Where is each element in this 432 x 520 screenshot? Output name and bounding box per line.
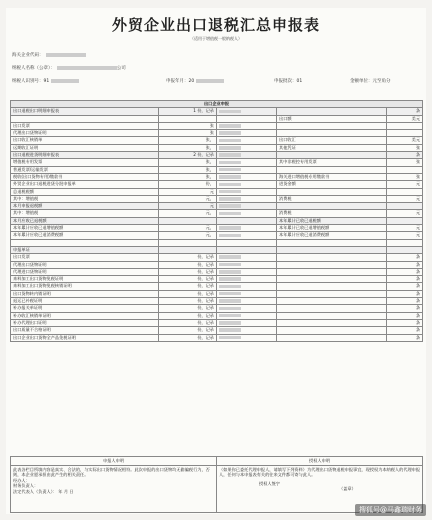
table-cell	[387, 122, 423, 129]
table-cell	[217, 232, 277, 239]
table-cell: 海关进口增值税专用缴款书	[277, 173, 387, 180]
watermark: 搜狐号@马鑫瑞财务	[355, 504, 426, 516]
table-cell	[11, 115, 159, 122]
table-row	[11, 159, 423, 166]
table-cell	[277, 246, 387, 253]
table-cell	[217, 261, 277, 268]
table-cell	[217, 305, 277, 312]
table-cell	[277, 319, 387, 326]
declarant-header: 申报人申明	[11, 457, 217, 466]
table-cell: 本年累计应收已退增值税额	[11, 225, 159, 232]
table-cell: 份，记录	[159, 254, 217, 261]
redacted-value	[219, 212, 241, 216]
table-cell	[387, 130, 423, 137]
table-cell: 份，记录	[159, 283, 217, 290]
table-row	[11, 152, 423, 159]
table-cell: 代理出口货物证明	[11, 261, 159, 268]
table-cell	[217, 334, 277, 341]
table-cell: 普通发票/运输发票	[11, 166, 159, 173]
table-cell: 进货金额	[277, 181, 387, 188]
table-cell	[217, 130, 277, 137]
table-cell: 条	[387, 327, 423, 334]
table-cell: 条	[387, 108, 423, 115]
declarant-statement: 此表各栏目所填内容是真实、合法的，与实际出口货物情况相符。此次申报的出口货物均无偷骗税行为，否则，本企业愿承担由此产生的相关责任。 经办人： 财务负责人： 法定代表人（负责人）： 年 月 日	[11, 465, 217, 512]
table-cell: 来料加工出口货物免税核销证明	[11, 283, 159, 290]
redacted-value	[219, 161, 241, 165]
table-cell	[277, 188, 387, 195]
table-cell: 退运已补税证明	[11, 298, 159, 305]
table-cell: 份，记录	[159, 298, 217, 305]
table-cell: 补办报关单证明	[11, 305, 159, 312]
table-cell: 份，记录	[159, 261, 217, 268]
table-cell: 张，	[159, 144, 217, 151]
table-cell: 其中：增值税	[11, 195, 159, 202]
table-cell	[217, 159, 277, 166]
table-row	[11, 122, 423, 129]
table-cell: 增值税专用发票	[11, 159, 159, 166]
table-cell: 条	[387, 283, 423, 290]
table-cell	[277, 203, 387, 210]
section-header: 出口企业申报	[11, 101, 423, 108]
redacted-value	[219, 139, 241, 143]
meta-customs-code: 海关企业代码：	[12, 52, 86, 58]
table-cell: 元	[159, 203, 217, 210]
table-cell	[217, 144, 277, 151]
table-cell: 元	[387, 232, 423, 239]
table-cell	[277, 239, 387, 246]
table-cell: 条	[387, 276, 423, 283]
redacted-value	[219, 204, 241, 208]
table-cell: 本年累计已收已退税额	[277, 217, 387, 224]
table-cell: 其中：增值税	[11, 210, 159, 217]
table-cell	[217, 276, 277, 283]
table-cell	[277, 122, 387, 129]
table-row	[11, 232, 423, 239]
table-cell	[217, 188, 277, 195]
table-cell: 份，记录	[159, 305, 217, 312]
table-row	[11, 115, 423, 122]
table-cell: 份，记录	[159, 312, 217, 319]
table-cell	[159, 115, 217, 122]
table-cell	[217, 225, 277, 232]
table-cell: 条	[387, 319, 423, 326]
table-row	[11, 188, 423, 195]
document-page	[6, 8, 426, 514]
redacted-value	[219, 328, 241, 332]
table-cell	[277, 108, 387, 115]
table-cell: 美元	[387, 137, 423, 144]
table-cell: 出口额	[277, 115, 387, 122]
redacted-value	[219, 292, 241, 296]
table-cell: 出口发票	[11, 254, 159, 261]
redacted-value	[219, 175, 241, 179]
table-cell: 出口企业出口货物全产品免税证明	[11, 334, 159, 341]
table-cell: 元，	[159, 195, 217, 202]
meta-unit: 金额单位：元至角分	[350, 79, 391, 84]
table-cell	[277, 312, 387, 319]
table-cell: 本年累计应收已退消费税额	[277, 232, 387, 239]
table-cell	[277, 254, 387, 261]
table-cell	[277, 334, 387, 341]
table-row	[11, 276, 423, 283]
table-row	[11, 312, 423, 319]
table-cell: 份，	[159, 181, 217, 188]
table-row	[11, 144, 423, 151]
table-cell: 代理进口货物证明	[11, 268, 159, 275]
authorizer-statement: （如果你已委托代理申报人，请填写下列资料）为代理出口货物退税申报事宜，现授权为本纳税人的代理申报人，任何与本申报表有关的往来文件都可寄与此人。 授权人签字 （盖章）	[217, 465, 423, 512]
table-cell: 条	[387, 268, 423, 275]
redacted-value	[219, 277, 241, 281]
table-cell: 张，	[159, 173, 217, 180]
table-cell: 代理出口货物证明	[11, 130, 159, 137]
table-cell: 条	[387, 261, 423, 268]
table-cell	[217, 122, 277, 129]
table-cell	[387, 188, 423, 195]
table-cell	[277, 276, 387, 283]
table-cell: 张	[159, 122, 217, 129]
table-cell	[277, 283, 387, 290]
table-cell: 1 份，记录	[159, 108, 217, 115]
table-cell	[387, 203, 423, 210]
redacted-value	[219, 263, 241, 267]
redacted-value	[219, 255, 241, 259]
table-row	[11, 130, 423, 137]
table-cell: 本年累计应收已退消费税额	[11, 232, 159, 239]
redacted-value	[219, 299, 241, 303]
table-row	[11, 327, 423, 334]
table-cell: 份，记录	[159, 327, 217, 334]
redacted-value	[219, 168, 241, 172]
table-cell: 消费税	[277, 195, 387, 202]
table-cell: 元	[387, 195, 423, 202]
table-cell	[217, 108, 277, 115]
table-cell: 份，记录	[159, 276, 217, 283]
table-cell	[387, 166, 423, 173]
meta-taxpayer-name: 纳税人名称（公章）： 公司	[12, 66, 126, 71]
table-cell	[217, 268, 277, 275]
table-cell: 其他凭证	[277, 144, 387, 151]
table-row	[11, 254, 423, 261]
table-cell	[217, 319, 277, 326]
table-cell: 张	[387, 159, 423, 166]
table-cell	[217, 246, 277, 253]
table-cell: 条	[387, 298, 423, 305]
table-cell: 本月应收已退税额	[11, 217, 159, 224]
table-cell	[217, 290, 277, 297]
table-cell: 元，	[159, 210, 217, 217]
table-cell: 外贸企业出口退税进货分批申报单	[11, 181, 159, 188]
table-cell	[217, 283, 277, 290]
table-row	[11, 137, 423, 144]
redacted-value	[219, 183, 241, 187]
table-cell	[159, 239, 217, 246]
redacted-value	[219, 270, 241, 274]
table-cell: 条	[387, 312, 423, 319]
table-cell: 张	[159, 130, 217, 137]
document-subtitle: （适用于增值税一般纳税人）	[190, 36, 242, 41]
table-cell: 出口质量不合格证明	[11, 327, 159, 334]
table-cell: 出口收汇	[277, 137, 387, 144]
table-row	[11, 290, 423, 297]
declaration-table	[10, 100, 423, 342]
table-cell	[217, 254, 277, 261]
table-cell: 张，	[159, 166, 217, 173]
table-cell	[217, 239, 277, 246]
table-row	[11, 305, 423, 312]
table-cell	[277, 152, 387, 159]
redacted-value	[219, 190, 241, 194]
table-cell: 出口退税出口明细申报表	[11, 108, 159, 115]
table-row	[11, 319, 423, 326]
table-cell: 条	[387, 254, 423, 261]
redacted-value	[219, 285, 241, 289]
table-row	[11, 298, 423, 305]
redacted-value	[219, 153, 241, 157]
redacted-value	[219, 234, 241, 238]
table-row	[11, 334, 423, 341]
table-cell	[159, 246, 217, 253]
table-cell	[217, 195, 277, 202]
redacted-value	[219, 336, 241, 340]
redacted-value	[219, 131, 241, 135]
table-cell: 本年累计已收已退增值税额	[277, 225, 387, 232]
table-cell: 补办代理出口证明	[11, 319, 159, 326]
table-cell	[277, 298, 387, 305]
meta-period: 申报年月：20	[166, 78, 224, 84]
redacted-value	[219, 314, 241, 318]
document-title: 外贸企业出口退税汇总申报表	[111, 16, 320, 34]
table-cell	[387, 246, 423, 253]
table-cell: 税收(出口货物专用)缴款书	[11, 173, 159, 180]
table-cell	[387, 217, 423, 224]
authorizer-header: 授权人申明	[217, 457, 423, 466]
table-cell	[277, 327, 387, 334]
table-cell: 申报单证	[11, 246, 159, 253]
table-cell	[217, 210, 277, 217]
table-cell: 出口退税进货明细申报表	[11, 152, 159, 159]
table-row	[11, 203, 423, 210]
table-cell: 张，	[159, 137, 217, 144]
table-cell	[217, 327, 277, 334]
table-row	[11, 166, 423, 173]
table-row	[11, 246, 423, 253]
table-row	[11, 283, 423, 290]
table-cell: 元，	[159, 225, 217, 232]
table-cell	[11, 239, 159, 246]
table-cell	[277, 166, 387, 173]
table-cell: 条	[387, 305, 423, 312]
table-row	[11, 195, 423, 202]
table-cell: 份，记录	[159, 290, 217, 297]
table-cell	[217, 298, 277, 305]
table-row	[11, 210, 423, 217]
table-cell: 元	[387, 210, 423, 217]
table-cell: 出口货物转内销证明	[11, 290, 159, 297]
table-cell: 张	[387, 173, 423, 180]
table-cell	[217, 115, 277, 122]
table-cell: 份，记录	[159, 268, 217, 275]
table-cell: 总退税税额	[11, 188, 159, 195]
table-row	[11, 108, 423, 115]
redacted-value	[219, 110, 241, 114]
table-cell: 条	[387, 334, 423, 341]
table-row	[11, 239, 423, 246]
table-cell: 张	[387, 144, 423, 151]
table-cell: 份，记录	[159, 334, 217, 341]
redacted-value	[219, 226, 241, 230]
table-cell: 条	[387, 152, 423, 159]
table-cell: 来料加工出口货物免税证明	[11, 276, 159, 283]
table-cell: 其中非税控专用发票	[277, 159, 387, 166]
redacted-value	[219, 321, 241, 325]
redacted-value	[219, 197, 241, 201]
table-cell	[277, 305, 387, 312]
redacted-value	[219, 307, 241, 311]
table-cell: 出口发票	[11, 122, 159, 129]
table-cell	[277, 268, 387, 275]
table-cell: 远期收汇证明	[11, 144, 159, 151]
table-cell	[277, 130, 387, 137]
table-cell: 本月申报退税额	[11, 203, 159, 210]
table-row	[11, 181, 423, 188]
table-row	[11, 173, 423, 180]
table-cell: 元	[159, 188, 217, 195]
table-row	[11, 217, 423, 224]
table-cell: 补办收汇核销单证明	[11, 312, 159, 319]
table-cell	[217, 166, 277, 173]
table-cell	[217, 203, 277, 210]
table-cell	[159, 217, 217, 224]
table-cell: 元，	[159, 232, 217, 239]
table-cell: 张，	[159, 159, 217, 166]
table-cell: 元	[387, 181, 423, 188]
table-cell: 美元	[387, 115, 423, 122]
table-row	[11, 225, 423, 232]
table-cell	[277, 261, 387, 268]
redacted-value	[219, 146, 241, 150]
table-cell: 消费税	[277, 210, 387, 217]
table-cell	[217, 152, 277, 159]
table-cell	[217, 312, 277, 319]
table-cell	[217, 137, 277, 144]
table-row	[11, 261, 423, 268]
table-row	[11, 268, 423, 275]
table-cell	[217, 217, 277, 224]
table-cell	[277, 290, 387, 297]
meta-taxpayer-id: 纳税人识别号：91	[12, 78, 79, 84]
table-cell	[217, 173, 277, 180]
table-cell	[387, 239, 423, 246]
table-cell: 出口收汇核销单	[11, 137, 159, 144]
table-cell: 元	[387, 225, 423, 232]
redacted-value	[219, 124, 241, 128]
table-cell	[217, 181, 277, 188]
table-cell: 条	[387, 290, 423, 297]
table-cell: 份，记录	[159, 319, 217, 326]
meta-batch: 申报批次：01	[274, 79, 303, 84]
table-cell: 2 份，记录	[159, 152, 217, 159]
